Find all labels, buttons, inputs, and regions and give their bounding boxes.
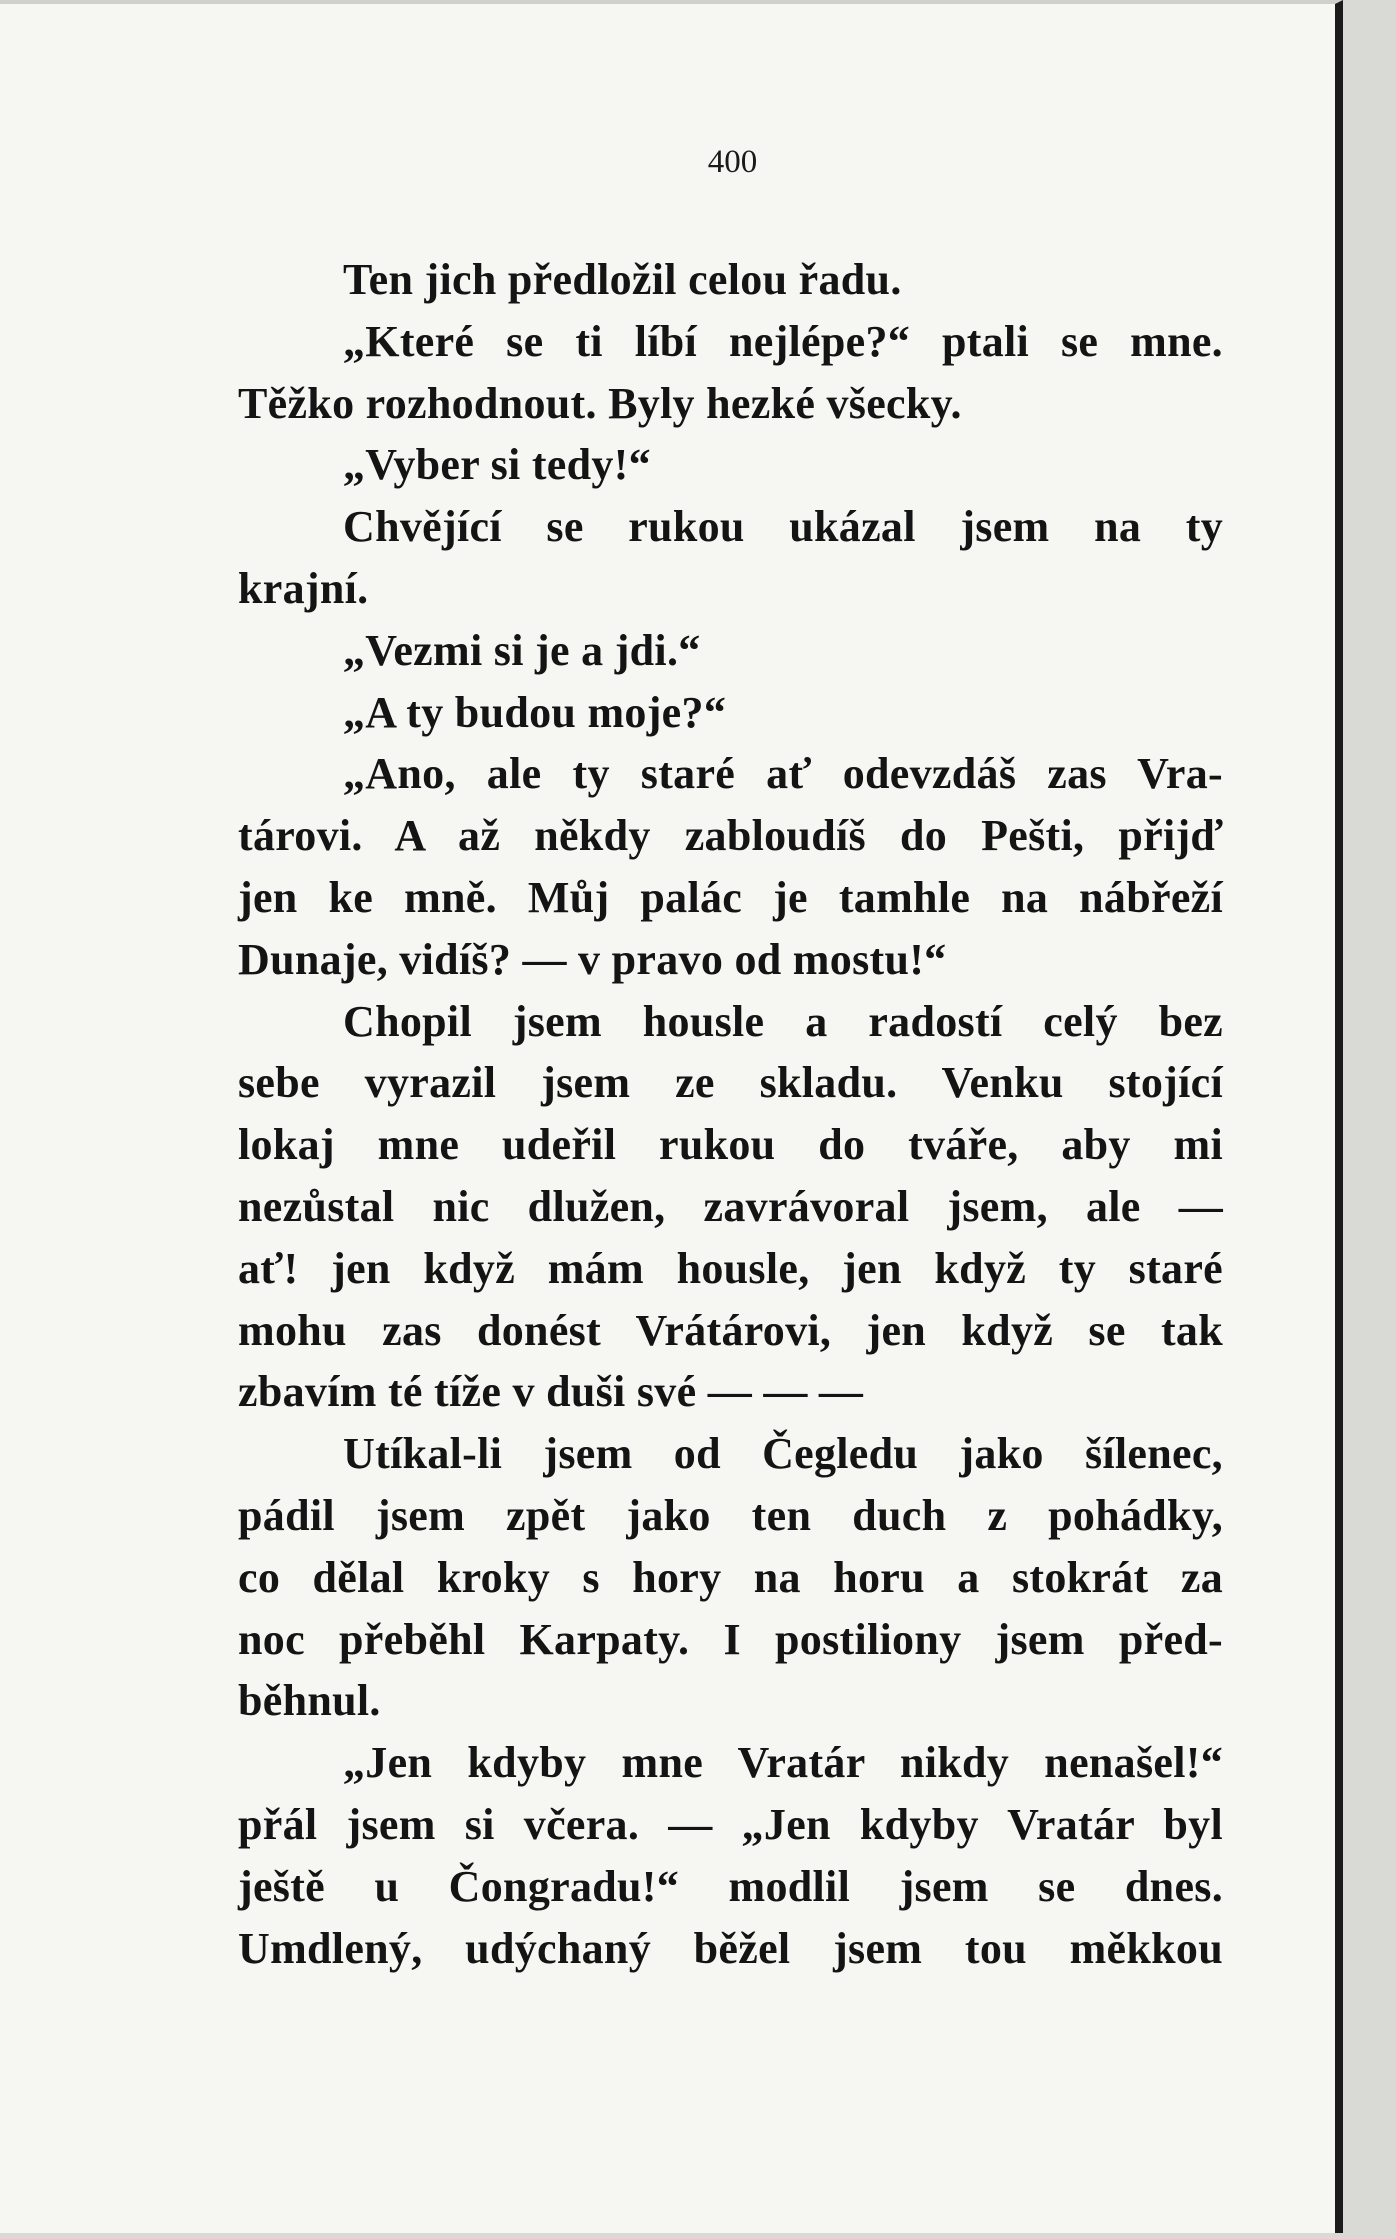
text-line: Těžko rozhodnout. Byly hezké všecky. <box>238 378 962 428</box>
text-line: přál jsem si včera. — „Jen kdyby Vratár byl <box>238 1799 1223 1849</box>
text-line: lokaj mne udeřil rukou do tváře, aby mi <box>238 1120 1223 1170</box>
text-line: sebe vyrazil jsem ze skladu. Venku stojící <box>238 1058 1223 1108</box>
text-line: ať! jen když mám housle, jen když ty staré <box>238 1243 1223 1293</box>
text-line: zbavím té tíže v duši své — — — <box>238 1367 864 1417</box>
text-line: tárovi. A až někdy zabloudíš do Pešti, přijď <box>238 811 1223 861</box>
text-line: noc přeběhl Karpaty. I postiliony jsem před- <box>238 1614 1223 1664</box>
text-line: Ten jich předložil celou řadu. <box>343 255 902 304</box>
page-number: 400 <box>707 144 758 180</box>
text-line: jen ke mně. Můj palác je tamhle na nábřeží <box>238 872 1223 922</box>
text-line: Chopil jsem housle a radostí celý bez <box>343 996 1223 1046</box>
text-line: Utíkal-li jsem od Čegledu jako šílenec, <box>343 1429 1223 1479</box>
text-line: „Vyber si tedy!“ <box>343 440 651 490</box>
text-line: mohu zas donést Vrátárovi, jen když se tak <box>238 1305 1223 1355</box>
page-text <box>0 249 1223 1979</box>
text-line: „Vezmi si je a jdi.“ <box>343 625 701 675</box>
text-line: krajní. <box>238 563 369 613</box>
text-line: co dělal kroky s hory na horu a stokrát za <box>238 1552 1223 1602</box>
text-line: „Které se ti líbí nejlépe?“ ptali se mne. <box>343 316 1223 366</box>
text-line: „Ano, ale ty staré ať odevzdáš zas Vra- <box>343 749 1223 799</box>
text-line: Umdlený, udýchaný běžel jsem tou měkkou <box>238 1923 1223 1973</box>
text-line: nezůstal nic dlužen, zavrávoral jsem, ale — <box>238 1181 1223 1231</box>
text-line: Dunaje, vidíš? — v pravo od mostu!“ <box>238 934 947 984</box>
text-line: ještě u Čongradu!“ modlil jsem se dnes. <box>238 1861 1223 1911</box>
text-line: běhnul. <box>238 1676 381 1726</box>
text-line: pádil jsem zpět jako ten duch z pohádky, <box>238 1490 1223 1540</box>
text-line: „A ty budou moje?“ <box>343 687 727 737</box>
text-line: „Jen kdyby mne Vratár nikdy nenašel!“ <box>343 1738 1223 1788</box>
text-line: Chvějící se rukou ukázal jsem na ty <box>343 502 1223 552</box>
